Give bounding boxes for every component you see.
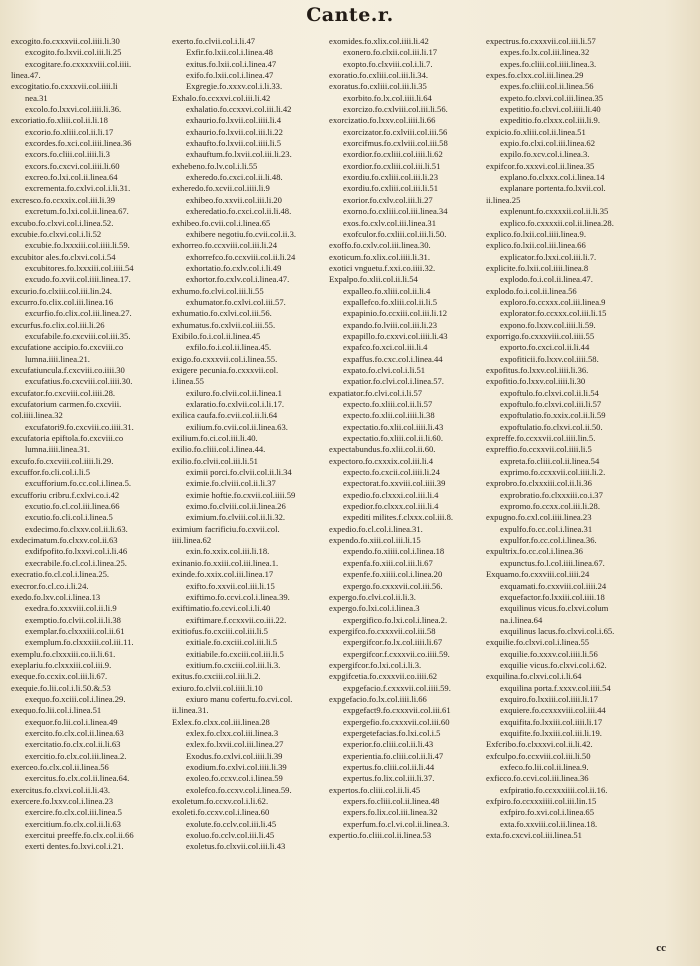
index-entry: exercitui preeffe.fo.clx.col.ii.66 xyxy=(25,830,134,841)
index-entry: exopto.fo.clxviii.col.i.li.7. xyxy=(343,58,433,69)
index-entry: exitus.fo.lxii.col.i.linea.47 xyxy=(186,58,277,69)
index-entry: excreo.fo.lxi.col.ii.linea.64 xyxy=(25,172,118,183)
index-column-4 xyxy=(486,36,644,926)
index-entry: exhaurio.fo.lxvii.col.iiii.li.4 xyxy=(186,115,281,126)
index-entry: expers.fo.cliii.col.ii.linea.48 xyxy=(343,796,440,807)
index-entry: expio.fo.clxi.col.iii.linea.62 xyxy=(500,138,595,149)
index-entry: excubitores.fo.lxxxiii.col.iiii.54 xyxy=(25,262,134,273)
index-entry: expeditio.fo.clxxx.col.iii.li.9. xyxy=(500,115,601,126)
index-entry: exemplu.fo.clxxxiii.co.ii.li.61. xyxy=(11,648,116,659)
index-entry: expgefacio.fo.lx.col.iiii.li.66 xyxy=(329,693,427,704)
index-entry: exfpiro.fo.xvi.col.i.linea.65 xyxy=(500,807,595,818)
index-entry: expediti milites.f.clxxx.col.iii.8. xyxy=(343,512,454,523)
index-entry: expofiticii.fo.lxxv.col.iiii.58. xyxy=(500,353,599,364)
index-entry: expalleo.fo.xliii.col.ii.li.4 xyxy=(343,285,431,296)
index-entry: exordior.fo.cxliii.col.iii.li.51 xyxy=(343,160,441,171)
index-entry: expertus.fo.cliii.col.ii.li.44 xyxy=(343,762,435,772)
index-entry: expergifcor.fo.lxi.col.i.li.3. xyxy=(329,659,422,670)
index-entry: exotici vnguetu.f.xxi.co.iiii.32. xyxy=(329,262,436,273)
index-entry: exeque.fo.ccxix.col.iii.li.67. xyxy=(11,671,108,682)
index-entry: exhortor.fo.cxlv.col.i.linea.47. xyxy=(186,274,290,285)
index-entry: exheredo.fo.cxci.col.ii.li.48. xyxy=(186,172,283,183)
index-entry: exeplariu.fo.clxxxiii.col.iii.9. xyxy=(11,659,112,670)
index-entry: expoftulo.fo.clxvi.col.ii.li.54 xyxy=(500,387,599,398)
index-entry: exordior.fo.cxliii.col.iiii.li.62 xyxy=(343,149,443,160)
index-entry: exolefco.fo.ccxv.col.i.linea.59. xyxy=(186,784,292,795)
index-entry: exiuro manu cofertu.fo.cvi.col. xyxy=(186,693,293,704)
index-entry: excogito.fo.cxxxvii.col.iiii.li.30 xyxy=(11,36,120,46)
index-entry: expulfor.fo.cc.col.i.linea.36. xyxy=(500,535,597,546)
index-entry: expulfo.fo.cc.col.i.linea.31 xyxy=(500,523,593,534)
index-entry: excubie.fo.clxvi.col.i.li.52 xyxy=(11,228,102,239)
index-entry: exigo.fo.cxxxvii.col.i.linea.55. xyxy=(172,353,278,364)
index-entry: exprimo.fo.ccxxvii.col.iiii.li.2. xyxy=(500,467,606,478)
index-entry: exfeco.fo.lii.col.ii.linea.9. xyxy=(500,762,589,772)
index-columns xyxy=(11,36,691,926)
index-entry: exquilina.fo.clxvi.col.i.li.64 xyxy=(486,671,582,682)
index-entry: exitiabile.fo.cxciii.col.iii.li.5 xyxy=(186,648,284,659)
index-entry: exiftimo.fo.ccvi.col.i.linea.39. xyxy=(186,591,290,602)
index-entry: experientia.fo.cliii.col.ii.li.47 xyxy=(343,750,444,761)
index-entry: explano.fo.clxxx.col.i.linea.14 xyxy=(500,172,605,183)
index-entry: exoluo.fo.cclv.col.iii.li.45 xyxy=(186,830,275,841)
index-entry: expoftulo.fo.clxvi.col.iii.li.57 xyxy=(500,399,602,409)
index-entry: explico.fo.cxxxxii.col.ii.linea.28. xyxy=(500,217,614,228)
index-entry: expeto.fo.clxvi.col.iii.linea.35 xyxy=(500,92,604,103)
index-entry: exhortatio.fo.cxlv.col.i.li.49 xyxy=(186,262,282,273)
index-entry: expergifico.fo.lxi.col.i.linea.2. xyxy=(343,614,448,625)
index-entry: exilium.fo.ci.col.iii.li.40. xyxy=(172,433,258,444)
index-column-3 xyxy=(329,36,487,926)
index-entry: expofitus.fo.lxxv.col.iiii.li.36. xyxy=(486,364,589,375)
index-entry: exoratus.fo.cxliii.col.iii.li.35 xyxy=(329,81,427,92)
index-entry: expecto.fo.cxcii.col.iiii.li.24 xyxy=(343,467,440,478)
index-entry: exercitus.fo.clxvi.col.ii.li.43. xyxy=(11,784,111,795)
index-entry: explenunt.fo.cxxxxii.col.ii.li.35 xyxy=(500,206,609,217)
index-entry: exhumatio.fo.cxlvi.col.iii.56. xyxy=(172,308,272,319)
index-entry: exdecimatum.fo.clxxv.col.ii.63 xyxy=(11,535,118,546)
index-entry: exhaurio.fo.lxvii.col.iii.li.22 xyxy=(186,126,283,137)
index-entry: exodium.fo.cxlvi.col.iiii.li.39 xyxy=(186,762,287,772)
index-entry: excutio.fo.cli.col.i.linea.5 xyxy=(25,512,113,523)
index-entry: expectrus.fo.cxxxvii.col.iii.li.57 xyxy=(486,36,596,46)
index-entry: exfpiro.fo.ccxxxiiii.col.iii.lin.15 xyxy=(486,796,597,807)
index-entry: expifcor.fo.xxxvi.col.ii.linea.35 xyxy=(486,160,595,171)
index-entry: expertio.fo.cliii.col.ii.linea.53 xyxy=(329,830,432,841)
index-entry: expergifcor.f.cxxxvii.co.iiii.59. xyxy=(343,648,450,659)
index-entry: expatiator.fo.clvi.col.i.li.57 xyxy=(329,387,423,398)
index-entry: exquiro.fo.lxxiii.col.iiii.li.17 xyxy=(500,693,598,704)
index-entry: exercito.fo.clx.col.ii.linea.63 xyxy=(25,727,124,738)
index-entry: excufo.fo.cxcviii.col.iiii.li.29. xyxy=(11,455,114,466)
index-entry: experfum.fo.cl.vi.col.ii.linea.3. xyxy=(343,818,450,829)
index-entry: lumna.iiii.linea.21. xyxy=(25,353,90,364)
index-entry: exilio.fo.clvii.col.iii.li.51 xyxy=(172,455,258,466)
index-entry: expaffus.fo.cxc.col.i.linea.44 xyxy=(343,353,443,364)
index-entry: eximium facrificiu.fo.cxvii.col. xyxy=(172,523,280,534)
index-entry: excudo.fo.xvii.col.iiii.linea.17. xyxy=(25,274,131,285)
index-entry: exhumatus.fo.cxlvii.col.iii.55. xyxy=(172,319,276,330)
index-entry: expergifcor.fo.lx.col.iiii.li.67 xyxy=(343,637,443,648)
index-entry: expergetefacias.fo.lxi.col.i.5 xyxy=(343,727,441,738)
index-entry: exquiere.fo.ccxxxviii.col.iii.44 xyxy=(500,705,606,716)
index-entry: exorcizatio.fo.lxxv.col.iiii.li.66 xyxy=(329,115,436,126)
index-entry: excretum.fo.lxi.col.ii.linea.67. xyxy=(25,206,129,217)
index-entry: expes.fo.cliii.col.ii.linea.56 xyxy=(500,81,594,92)
index-entry: execror.fo.cl.co.i.li.24. xyxy=(11,580,89,591)
index-entry: exiftimare.f.ccxxvii.co.iii.22. xyxy=(186,614,287,625)
index-entry: expofitio.fo.lxxv.col.iiii.li.30 xyxy=(486,376,586,387)
index-entry: exfpiratio.fo.ccxxxiiii.col.ii.16. xyxy=(500,784,608,795)
index-entry: exemplum.fo.clxxxiii.col.iii.11. xyxy=(25,637,134,648)
index-entry: exquilina porta.f.xxxv.col.iiii.54 xyxy=(500,682,611,693)
index-entry: exhorrefco.fo.ccxviii.col.ii.li.24 xyxy=(186,251,296,262)
index-entry: exhauftum.fo.lxvii.col.iii.li.23. xyxy=(186,149,292,160)
index-entry: iiii.linea.62 xyxy=(172,535,212,546)
index-entry: exemplar.fo.clxxxiii.col.ii.61 xyxy=(25,625,125,636)
index-entry: Exfcribo.fo.clxxxvi.col.ii.li.42. xyxy=(486,739,593,750)
index-entry: eximie hoftie.fo.cxvii.col.iiii.59 xyxy=(186,489,296,500)
index-entry: exlex.fo.lxvii.col.iii.linea.27 xyxy=(186,739,284,750)
index-entry: exitiale.fo.cxciii.col.iii.li.5 xyxy=(186,637,278,648)
index-entry: excresco.fo.ccxxix.col.iii.li.39 xyxy=(11,194,116,205)
index-entry: Exhalo.fo.ccxxvi.col.iii.li.42 xyxy=(172,92,271,103)
index-entry: Expalpo.fo.xlii.col.ii.li.54 xyxy=(329,274,418,285)
index-entry: excurfio.fo.clix.col.iii.linea.27. xyxy=(25,308,132,319)
index-entry: execrabile.fo.cl.col.i.linea.25. xyxy=(25,557,127,568)
index-entry: excufatiuncula.f.cxcviii.co.iiii.30 xyxy=(11,364,125,375)
index-entry: exdecimo.fo.clxxv.col.ii.li.63. xyxy=(25,523,128,534)
index-entry: exoleti.fo.ccxv.col.i.linea.60 xyxy=(172,807,270,818)
index-entry: explico.fo.lxii.col.iii.linea.66 xyxy=(486,240,586,251)
index-entry: expetitio.fo.clxvi.col.iiii.li.40 xyxy=(500,104,601,115)
index-entry: eximie.fo.clviii.col.ii.li.37 xyxy=(186,478,276,489)
index-entry: exequor.fo.lii.col.i.linea.49 xyxy=(25,716,118,727)
index-entry: exemptio.fo.clvii.col.ii.li.38 xyxy=(25,614,121,625)
signature-mark: cc xyxy=(656,942,666,954)
index-entry: eximium.fo.clviii.col.ii.li.32. xyxy=(186,512,286,523)
index-entry: expedior.fo.clxxx.col.iii.li.4 xyxy=(343,501,439,512)
index-entry: exoticum.fo.xlix.col.iiii.li.31. xyxy=(329,251,430,262)
index-entry: exprobro.fo.clxxxiii.col.ii.li.36 xyxy=(486,478,592,489)
index-entry: Exfir.fo.lxii.col.i.linea.48 xyxy=(186,47,273,58)
index-entry: exos.fo.cxlv.col.iii.linea.31 xyxy=(343,217,436,228)
index-entry: expedio.fo.clxxxi.col.iii.li.4 xyxy=(343,489,439,500)
index-entry: exerti dentes.fo.lxvi.col.i.21. xyxy=(25,841,124,852)
index-entry: exedra.fo.xxxviii.col.ii.li.9 xyxy=(25,603,117,614)
index-entry: expafco.fo.xci.col.iii.li.4 xyxy=(343,342,428,353)
index-entry: expreffe.fo.ccxxvii.col.iiii.lin.5. xyxy=(486,433,596,444)
index-entry: excufatori9.fo.cxcviii.co.iiii.31. xyxy=(25,421,134,432)
index-entry: exoletus.fo.clxvii.col.iii.li.43 xyxy=(186,841,286,852)
index-entry: excubitor ales.fo.clxvi.col.i.54 xyxy=(11,251,116,262)
index-entry: exerto.fo.clvii.col.i.li.47 xyxy=(172,36,256,46)
index-entry: expapinio.fo.ccxiii.col.iii.li.12 xyxy=(343,308,448,319)
index-entry: exficco.fo.ccvi.col.iii.linea.36 xyxy=(486,773,589,784)
index-entry: excufabile.fo.cxcviii.col.iii.35. xyxy=(25,330,131,341)
index-entry: exhorreo.fo.ccxviii.col.iii.li.24 xyxy=(172,240,278,251)
index-entry: expenfe.fo.xiiii.col.i.linea.20 xyxy=(343,569,443,580)
index-entry: expertos.fo.cliii.col.ii.li.45 xyxy=(329,784,421,795)
index-entry: excufatius.fo.cxcviii.col.iiii.30. xyxy=(25,376,133,387)
index-entry: exhibeo.fo.cvii.col.i.linea.65 xyxy=(172,217,271,228)
index-entry: exhumo.fo.clvi.col.iii.li.55 xyxy=(172,285,264,296)
index-entry: expgifcetia.fo.cxxxvii.co.iiii.62 xyxy=(329,671,438,682)
index-entry: excogito.fo.lxvii.col.iii.li.25 xyxy=(25,47,122,58)
index-entry: excolo.fo.lxxvi.col.iiii.li.36. xyxy=(25,104,122,115)
index-entry: expergo.fo.clvi.col.ii.li.3. xyxy=(329,591,416,602)
index-entry: excors.fo.cxcvi.col.iiii.li.60 xyxy=(25,160,120,171)
index-entry: exoffo.fo.cxlv.col.iii.linea.30. xyxy=(329,240,431,251)
index-entry: nea.31 xyxy=(25,92,48,103)
index-entry: excors.fo.cliii.col.iiii.li.3 xyxy=(25,149,110,160)
index-entry: exorbito.fo.lx.col.iiii.li.64 xyxy=(343,92,432,103)
index-entry: excufatorium carmen.fo.cxcviii. xyxy=(11,399,122,409)
index-entry: expato.fo.clvi.col.i.li.51 xyxy=(343,364,426,375)
index-entry: expergefio.fo.cxxxvii.col.iii.60 xyxy=(343,716,450,727)
index-entry: exquilinus vicus.fo.clxvi.colum xyxy=(500,603,609,614)
index-entry: exta.fo.xxviii.col.ii.linea.18. xyxy=(500,818,598,829)
index-entry: exquamati.fo.cxxviii.col.iiii.24 xyxy=(500,580,607,591)
index-entry: excurro.fo.clix.col.iii.linea.16 xyxy=(11,296,114,307)
index-entry: exinde.fo.xxix.col.iii.linea.17 xyxy=(172,569,274,580)
index-entry: excutio.fo.cl.col.iii.linea.66 xyxy=(25,501,120,512)
index-entry: exercitium.fo.clx.col.ii.li.63 xyxy=(25,818,121,829)
index-entry: excufforiu cribru.f.cxlvi.co.i.42 xyxy=(11,489,120,500)
index-entry: exilica caufa.fo.cvii.col.ii.li.64 xyxy=(172,410,278,421)
index-entry: exhaufto.fo.lxvii.col.iiii.li.5 xyxy=(186,138,281,149)
index-entry: expapillo.fo.cxxvi.col.iiii.li.43 xyxy=(343,330,448,341)
index-entry: i.linea.55 xyxy=(172,376,204,387)
index-entry: exheredatio.fo.cxci.col.ii.li.48. xyxy=(186,206,292,217)
index-entry: expers.fo.lix.col.iii.linea.32 xyxy=(343,807,438,818)
index-entry: exercire.fo.clx.col.iii.linea.5 xyxy=(25,807,122,818)
index-entry: excoriatio.fo.xliii.col.ii.li.18 xyxy=(11,115,108,126)
index-entry: exhebeno.fo.lv.col.i.li.55 xyxy=(172,160,258,171)
index-entry: exquilie.fo.clxvi.col.i.linea.55 xyxy=(486,637,590,648)
index-entry: expergo.fo.lxi.col.i.linea.3 xyxy=(329,603,420,614)
index-entry: exorcizo.fo.cxlviii.col.iii.li.56. xyxy=(343,104,448,115)
index-entry: explodo.fo.i.col.ii.linea.56 xyxy=(486,285,577,296)
index-entry: expes.fo.clxx.col.iii.linea.29 xyxy=(486,70,584,81)
index-entry: expectatio.fo.xlii.col.iiii.li.43 xyxy=(343,421,444,432)
index-entry: explorator.fo.ccxxx.col.iii.li.15 xyxy=(500,308,607,319)
index-entry: excufforium.fo.cc.col.i.linea.5. xyxy=(25,478,132,489)
index-entry: exordiu.fo.cxliii.col.iii.li.23 xyxy=(343,172,438,183)
index-entry: exheredo.fo.xcvii.col.iiii.li.9 xyxy=(172,183,270,194)
index-entry: exporrigo.fo.cxxxviii.col.iiii.55 xyxy=(486,330,595,341)
index-entry: Exgregie.fo.xxxv.col.i.li.33. xyxy=(186,81,283,92)
index-entry: exhibeo.fo.xxvii.col.iii.li.20 xyxy=(186,194,282,205)
index-entry: exercitus.fo.clx.col.ii.linea.64. xyxy=(25,773,130,784)
index-entry: expes.fo.cliii.col.iiii.linea.3. xyxy=(500,58,597,69)
index-entry: exhibere negotiu.fo.cvii.col.ii.3. xyxy=(186,228,297,239)
index-column-1 xyxy=(11,36,169,926)
index-entry: exorno.fo.cxliii.col.iii.linea.34 xyxy=(343,206,448,217)
index-entry: exoletum.fo.ccxv.col.i.li.62. xyxy=(172,796,269,807)
index-entry: expoftulatio.fo.xxix.col.ii.li.59 xyxy=(500,410,606,421)
index-entry: expatior.fo.clvi.col.i.linea.57. xyxy=(343,376,444,387)
index-entry: exlaratio.fo.cxlvii.col.i.li.17. xyxy=(186,399,285,409)
index-entry: expectoro.fo.cxxxix.col.iii.li.4 xyxy=(329,455,434,466)
index-entry: ii.linea.25 xyxy=(486,194,521,205)
index-entry: expergo.fo.cxxxvii.col.iii.56. xyxy=(343,580,443,591)
index-entry: exiftimatio.fo.ccvi.col.i.li.40 xyxy=(172,603,271,614)
index-entry: exquefactor.fo.lxxiii.col.iiii.18 xyxy=(500,591,605,602)
index-entry: exhalatio.fo.ccxxvi.col.iii.li.42 xyxy=(186,104,292,115)
index-entry: expedio.fo.cl.col.i.linea.31. xyxy=(329,523,423,534)
index-entry: exequo.fo.lii.col.i.linea.51 xyxy=(11,705,102,716)
index-entry: expgefact9.fo.cxxxvii.col.iii.61 xyxy=(343,705,451,716)
index-entry: expallefco.fo.xliii.col.ii.li.5 xyxy=(343,296,438,307)
index-entry: exifto.fo.xxvii.col.iii.li.15 xyxy=(186,580,275,591)
index-column-2 xyxy=(172,36,330,926)
index-entry: exequo.fo.xciii.col.i.linea.29. xyxy=(25,693,126,704)
index-entry: exitus.fo.cxciii.col.iii.li.2. xyxy=(172,671,261,682)
index-entry: exporto.fo.cxci.col.ii.li.44 xyxy=(500,342,590,353)
index-entry: exitium.fo.cxciii.col.iii.li.3. xyxy=(186,659,281,670)
index-entry: exoleo.fo.ccxv.col.i.linea.59 xyxy=(186,773,283,784)
index-entry: exofculor.fo.cxliii.col.iii.li.50. xyxy=(343,228,447,239)
index-entry: expenfa.fo.xiii.col.iii.li.67 xyxy=(343,557,433,568)
running-title: Cante.r. xyxy=(306,4,394,26)
index-entry: exprobratio.fo.clxxxiii.co.i.37 xyxy=(500,489,603,500)
index-entry: Exlex.fo.clxx.col.iii.linea.28 xyxy=(172,716,270,727)
index-entry: execratio.fo.cl.col.i.linea.25. xyxy=(11,569,110,580)
index-entry: exoratio.fo.cxliii.col.iii.li.34. xyxy=(329,70,429,81)
index-entry: Exodus.fo.cxlvi.col.iiii.li.39 xyxy=(186,750,283,761)
index-entry: explanare portenta.fo.lxvii.col. xyxy=(500,183,606,194)
index-entry: exigere pecunia.fo.cxxxvii.col. xyxy=(172,364,279,375)
index-entry: expendo.fo.xiii.col.iii.li.15 xyxy=(329,535,421,546)
index-entry: expreta.fo.cliii.col.ii.linea.54 xyxy=(500,455,600,466)
index-entry: expando.fo.lviii.col.iii.li.23 xyxy=(343,319,438,330)
index-entry: expgefacio.f.cxxxvii.col.iiii.59. xyxy=(343,682,451,693)
index-entry: exdifpofito.fo.lxxvi.col.i.li.46 xyxy=(25,546,128,557)
index-entry: exfilo.fo.i.col.ii.linea.45. xyxy=(186,342,272,353)
index-entry: exinanio.fo.xxiii.col.iii.linea.1. xyxy=(172,557,279,568)
index-entry: excorio.fo.xliii.col.ii.li.17 xyxy=(25,126,114,137)
index-entry: experior.fo.cliii.col.ii.li.43 xyxy=(343,739,434,750)
index-entry: expecto.fo.xlii.col.iiii.li.38 xyxy=(343,410,435,421)
index-entry: exorcifmus.fo.cxlviii.col.iii.58 xyxy=(343,138,448,149)
index-entry: expicio.fo.xliii.col.ii.linea.51 xyxy=(486,126,586,137)
index-entry: excordes.fo.xci.col.iiii.linea.36 xyxy=(25,138,132,149)
index-entry: exquifita.fo.lxxiii.col.iiii.li.17 xyxy=(500,716,603,727)
index-entry: excogitare.fo.cxxxxviii.col.iiii. xyxy=(25,58,132,69)
index-entry: exorcizator.fo.cxlviii.col.iii.56 xyxy=(343,126,448,137)
index-entry: expultrix.fo.cc.col.i.linea.36 xyxy=(486,546,583,557)
index-entry: excurfus.fo.clix.col.iii.li.26 xyxy=(11,319,105,330)
index-entry: ii.linea.31. xyxy=(172,705,209,716)
index-entry: exomides.fo.xlix.col.iiii.li.42 xyxy=(329,36,429,46)
index-entry: exonero.fo.clxii.col.iii.li.17 xyxy=(343,47,438,58)
index-entry: excurio.fo.clxiii.col.iii.lin.24. xyxy=(11,285,112,296)
index-entry: exercitio.fo.clx.col.iii.linea.2. xyxy=(25,750,127,761)
page-header xyxy=(0,4,700,34)
index-entry: expunctus.fo.l.col.iiii.linea.67. xyxy=(500,557,605,568)
index-entry: excubo.fo.clxvi.col.i.linea.52. xyxy=(11,217,114,228)
index-entry: exquifite.fo.lxxiii.col.iii.li.19. xyxy=(500,727,602,738)
index-entry: expromo.fo.ccxx.col.iii.li.28. xyxy=(500,501,600,512)
index-entry: expecto.fo.xliii.col.ii.li.57 xyxy=(343,399,433,409)
index-entry: exploro.fo.ccxxx.col.iii.linea.9 xyxy=(500,296,606,307)
index-entry: expectabundus.fo.xlii.col.ii.60. xyxy=(329,444,436,455)
index-entry: excubie.fo.lxxxiii.col.iiii.li.59. xyxy=(25,240,130,251)
index-entry: explicator.fo.lxxi.col.iii.li.7. xyxy=(500,251,597,262)
index-entry: linea.47. xyxy=(11,70,41,81)
index-entry: explico.fo.lxii.col.iiii.linea.9. xyxy=(486,228,586,239)
index-entry: excufatione accipio.fo.cxcviii.co xyxy=(11,342,124,353)
index-entry: exercere.fo.lxxv.col.i.linea.23 xyxy=(11,796,114,807)
index-entry: exorior.fo.cxlv.col.iii.li.27 xyxy=(343,194,433,205)
index-entry: eximo.fo.clviii.col.ii.linea.26 xyxy=(186,501,286,512)
index-entry: exedo.fo.lxv.col.i.linea.13 xyxy=(11,591,101,602)
index-entry: exlex.fo.clxx.col.iii.linea.3 xyxy=(186,727,279,738)
index-entry: expono.fo.lxxv.col.iiii.li.59. xyxy=(500,319,596,330)
index-entry: exequie.fo.lii.col.i.li.50.&.53 xyxy=(11,682,111,693)
index-entry: exilium.fo.cvii.col.ii.linea.63. xyxy=(186,421,288,432)
index-entry: expilo.fo.xcv.col.i.linea.3. xyxy=(500,149,590,160)
index-entry: expreffio.fo.ccxxvii.col.iiii.li.5 xyxy=(486,444,592,455)
index-entry: exitiofus.fo.cxciii.col.iii.li.5 xyxy=(172,625,268,636)
index-entry: Exibilo.fo.i.col.ii.linea.45 xyxy=(172,330,261,341)
index-entry: exifo.fo.lxii.col.i.linea.47 xyxy=(186,70,274,81)
index-entry: exquilie vicus.fo.clxvi.col.i.62. xyxy=(500,659,607,670)
index-entry: exolute.fo.cclv.col.iii.li.45 xyxy=(186,818,277,829)
index-entry: expugno.fo.cxl.col.iiii.linea.23 xyxy=(486,512,592,523)
index-entry: excuffor.fo.cli.col.i.li.5 xyxy=(11,467,91,478)
index-entry: exquilinus lacus.fo.clxvi.col.i.65. xyxy=(500,625,615,636)
index-entry: lumna.iiii.linea.31. xyxy=(25,444,90,455)
index-entry: expendo.fo.xiiii.col.i.linea.18 xyxy=(343,546,445,557)
index-entry: exhumator.fo.cxlvi.col.iii.57. xyxy=(186,296,286,307)
index-entry: exiluro.fo.clvii.col.ii.linea.1 xyxy=(186,387,282,398)
index-entry: exin.fo.xxix.col.iii.li.18. xyxy=(186,546,270,557)
index-entry: expertus.fo.lix.col.iii.li.37. xyxy=(343,773,435,784)
index-entry: exilio.fo.cliii.col.i.linea.44. xyxy=(172,444,266,455)
index-entry: expes.fo.lx.col.iii.linea.32 xyxy=(500,47,590,58)
index-entry: na.i.linea.64 xyxy=(500,614,543,625)
index-entry: excufatoria epiftola.fo.cxcviii.co xyxy=(11,433,124,444)
index-entry: expergifco.fo.cxxxvii.col.iii.58 xyxy=(329,625,436,636)
index-entry: eximii porci.fo.clvii.col.ii.li.34 xyxy=(186,467,292,478)
index-entry: excogitatio.fo.cxxxvii.col.iiii.li xyxy=(11,81,118,92)
index-entry: Exquamo.fo.cxxviii.col.iiii.24 xyxy=(486,569,590,580)
index-entry: exquilie.fo.xxxv.col.iiii.li.56 xyxy=(500,648,598,659)
index-entry: exordiu.fo.cxliii.col.iii.li.51 xyxy=(343,183,438,194)
index-entry: explicite.fo.lxii.col.iiii.linea.8 xyxy=(486,262,589,273)
index-entry: exerceo.fo.clx.col.ii.linea.56 xyxy=(11,762,109,772)
index-entry: exfculpo.fo.ccxviii.col.iii.li.50 xyxy=(486,750,591,761)
index-entry: expectatio.fo.xliii.col.ii.li.60. xyxy=(343,433,443,444)
index-entry: excrementa.fo.cxlvi.col.i.li.31. xyxy=(25,183,131,194)
index-entry: excufator.fo.cxcviii.col.iiii.28. xyxy=(11,387,116,398)
index-entry: expoftulatio.fo.clxvi.col.ii.50. xyxy=(500,421,603,432)
index-entry: exta.fo.cxcvi.col.iii.linea.51 xyxy=(486,830,582,841)
index-entry: exiuro.fo.clvii.col.iiii.li.10 xyxy=(172,682,263,693)
index-entry: explodo.fo.i.col.ii.linea.47. xyxy=(500,274,593,285)
index-entry: col.iiii.linea.32 xyxy=(11,410,63,421)
index-entry: exercitatio.fo.clx.col.ii.li.63 xyxy=(25,739,121,750)
index-entry: expectorat.fo.xxviii.col.iiii.39 xyxy=(343,478,446,489)
